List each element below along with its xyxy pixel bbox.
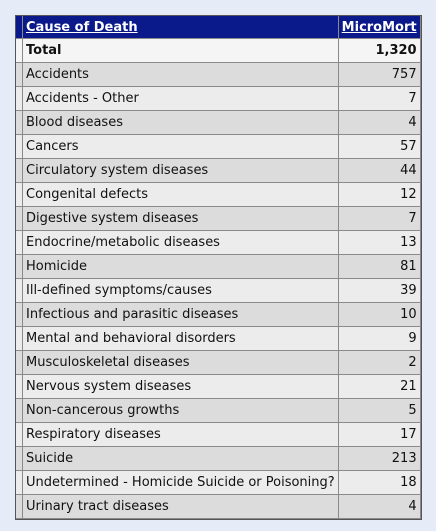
micromort-value-cell: 213 bbox=[339, 447, 421, 471]
micromort-value-cell: 7 bbox=[339, 207, 421, 231]
row-spacer-cell bbox=[16, 63, 23, 87]
row-spacer-cell bbox=[16, 231, 23, 255]
table-row bbox=[16, 471, 421, 495]
row-spacer-cell bbox=[16, 87, 23, 111]
cause-of-death-cell: Circulatory system diseases bbox=[23, 159, 339, 183]
row-spacer-cell bbox=[16, 279, 23, 303]
row-spacer-cell bbox=[16, 399, 23, 423]
micromort-sort-link[interactable]: MicroMort bbox=[341, 19, 417, 35]
row-spacer-cell bbox=[16, 159, 23, 183]
row-spacer-cell bbox=[16, 375, 23, 399]
micromort-value-cell: 7 bbox=[339, 87, 421, 111]
micromort-value-cell: 757 bbox=[339, 63, 421, 87]
total-value: 1,320 bbox=[339, 39, 421, 63]
micromort-header[interactable] bbox=[339, 16, 421, 39]
total-label: Total bbox=[23, 39, 339, 63]
cause-of-death-cell: Respiratory diseases bbox=[23, 423, 339, 447]
micromort-value-cell: 39 bbox=[339, 279, 421, 303]
table-row bbox=[16, 183, 421, 207]
row-spacer-cell bbox=[16, 423, 23, 447]
table-row bbox=[16, 303, 421, 327]
row-spacer-cell bbox=[16, 111, 23, 135]
micromort-value-cell: 21 bbox=[339, 375, 421, 399]
table-header-row bbox=[16, 16, 421, 39]
micromort-table bbox=[15, 15, 422, 520]
table-row bbox=[16, 423, 421, 447]
table-row bbox=[16, 63, 421, 87]
table-row bbox=[16, 375, 421, 399]
cause-of-death-cell: Cancers bbox=[23, 135, 339, 159]
micromort-value-cell: 44 bbox=[339, 159, 421, 183]
cause-of-death-header[interactable] bbox=[23, 16, 339, 39]
cause-of-death-cell: Urinary tract diseases bbox=[23, 495, 339, 519]
row-spacer-cell bbox=[16, 351, 23, 375]
header-spacer-cell bbox=[16, 16, 23, 39]
cause-of-death-cell: Infectious and parasitic diseases bbox=[23, 303, 339, 327]
table-row bbox=[16, 135, 421, 159]
cause-of-death-cell: Congenital defects bbox=[23, 183, 339, 207]
table-row bbox=[16, 351, 421, 375]
table-row bbox=[16, 279, 421, 303]
table-row bbox=[16, 447, 421, 471]
cause-of-death-cell: Ill-defined symptoms/causes bbox=[23, 279, 339, 303]
micromort-table-container bbox=[15, 15, 422, 520]
cause-of-death-cell: Nervous system diseases bbox=[23, 375, 339, 399]
micromort-value-cell: 2 bbox=[339, 351, 421, 375]
cause-of-death-cell: Musculoskeletal diseases bbox=[23, 351, 339, 375]
table-row bbox=[16, 327, 421, 351]
row-spacer-cell bbox=[16, 255, 23, 279]
cause-of-death-cell: Accidents - Other bbox=[23, 87, 339, 111]
micromort-value-cell: 4 bbox=[339, 111, 421, 135]
micromort-value-cell: 12 bbox=[339, 183, 421, 207]
cause-of-death-cell: Mental and behavioral disorders bbox=[23, 327, 339, 351]
cause-of-death-cell: Suicide bbox=[23, 447, 339, 471]
micromort-value-cell: 4 bbox=[339, 495, 421, 519]
micromort-value-cell: 18 bbox=[339, 471, 421, 495]
row-spacer-cell bbox=[16, 495, 23, 519]
cause-of-death-cell: Accidents bbox=[23, 63, 339, 87]
cause-of-death-sort-link[interactable]: Cause of Death bbox=[26, 19, 138, 35]
row-spacer-cell bbox=[16, 135, 23, 159]
table-row bbox=[16, 255, 421, 279]
table-row bbox=[16, 159, 421, 183]
row-spacer-cell bbox=[16, 303, 23, 327]
micromort-value-cell: 10 bbox=[339, 303, 421, 327]
micromort-value-cell: 17 bbox=[339, 423, 421, 447]
cause-of-death-cell: Blood diseases bbox=[23, 111, 339, 135]
cause-of-death-cell: Endocrine/metabolic diseases bbox=[23, 231, 339, 255]
micromort-value-cell: 5 bbox=[339, 399, 421, 423]
row-spacer-cell bbox=[16, 447, 23, 471]
row-spacer-cell bbox=[16, 207, 23, 231]
table-body bbox=[16, 39, 421, 519]
table-row bbox=[16, 87, 421, 111]
micromort-value-cell: 81 bbox=[339, 255, 421, 279]
micromort-value-cell: 13 bbox=[339, 231, 421, 255]
table-row bbox=[16, 231, 421, 255]
table-row bbox=[16, 399, 421, 423]
table-row bbox=[16, 207, 421, 231]
row-spacer-cell bbox=[16, 327, 23, 351]
total-row bbox=[16, 39, 421, 63]
cause-of-death-cell: Homicide bbox=[23, 255, 339, 279]
row-spacer-cell bbox=[16, 39, 23, 63]
micromort-value-cell: 9 bbox=[339, 327, 421, 351]
table-row bbox=[16, 111, 421, 135]
cause-of-death-cell: Non-cancerous growths bbox=[23, 399, 339, 423]
micromort-value-cell: 57 bbox=[339, 135, 421, 159]
cause-of-death-cell: Undetermined - Homicide Suicide or Poisoning? bbox=[23, 471, 339, 495]
row-spacer-cell bbox=[16, 471, 23, 495]
cause-of-death-cell: Digestive system diseases bbox=[23, 207, 339, 231]
row-spacer-cell bbox=[16, 183, 23, 207]
table-row bbox=[16, 495, 421, 519]
